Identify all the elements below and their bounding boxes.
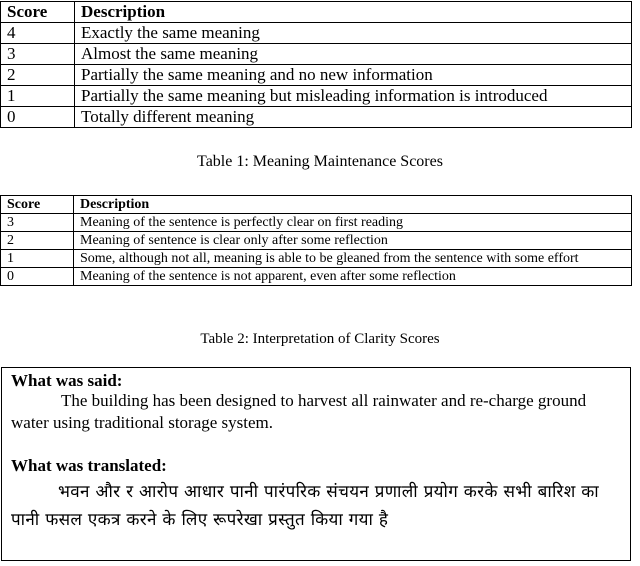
said-label: What was said: xyxy=(11,371,123,390)
description-cell: Meaning of the sentence is not apparent, even after some reflection xyxy=(74,268,632,286)
score-cell: 4 xyxy=(1,23,75,44)
score-cell: 3 xyxy=(1,214,74,232)
table-row xyxy=(1,86,632,107)
description-cell: Exactly the same meaning xyxy=(75,23,632,44)
table-header-row xyxy=(1,2,632,23)
description-cell: Meaning of sentence is clear only after some reflection xyxy=(74,232,632,250)
table-row xyxy=(1,268,632,286)
table-2-caption: Table 2: Interpretation of Clarity Scores xyxy=(200,331,440,347)
column-header-score: Score xyxy=(1,196,74,214)
table-row xyxy=(1,107,632,128)
source-sentence: The building has been designed to harvest all rainwater and re-charge ground water using traditional storage system. xyxy=(11,391,587,432)
score-cell: 1 xyxy=(1,250,74,268)
table-row xyxy=(1,44,632,65)
table-row xyxy=(1,65,632,86)
score-cell: 0 xyxy=(1,107,75,128)
table-row xyxy=(1,250,632,268)
translated-sentence: भवन और र आरोप आधार पानी पारंपरिक संचयन प्रणाली प्रयोग करके सभी बारिश का पानी फसल एकत्र करने के लिए रूपरेखा प्रस्तुत किया गया है xyxy=(11,482,600,530)
column-header-description: Description xyxy=(75,2,632,23)
description-cell: Some, although not all, meaning is able to be gleaned from the sentence with some effort xyxy=(74,250,632,268)
score-cell: 2 xyxy=(1,232,74,250)
column-header-description: Description xyxy=(74,196,632,214)
column-header-score: Score xyxy=(1,2,75,23)
score-cell: 0 xyxy=(1,268,74,286)
description-cell: Partially the same meaning and no new information xyxy=(75,65,632,86)
description-cell: Totally different meaning xyxy=(75,107,632,128)
table-row xyxy=(1,232,632,250)
table-1-caption: Table 1: Meaning Maintenance Scores xyxy=(197,153,443,170)
translated-label: What was translated: xyxy=(11,456,167,475)
description-cell: Partially the same meaning but misleading information is introduced xyxy=(75,86,632,107)
table-row xyxy=(1,214,632,232)
score-cell: 1 xyxy=(1,86,75,107)
table-row xyxy=(1,23,632,44)
clarity-scores-table xyxy=(0,195,632,286)
meaning-maintenance-table xyxy=(0,1,632,128)
score-cell: 2 xyxy=(1,65,75,86)
description-cell: Meaning of the sentence is perfectly clear on first reading xyxy=(74,214,632,232)
score-cell: 3 xyxy=(1,44,75,65)
description-cell: Almost the same meaning xyxy=(75,44,632,65)
table-header-row xyxy=(1,196,632,214)
translation-example-box xyxy=(1,367,631,561)
